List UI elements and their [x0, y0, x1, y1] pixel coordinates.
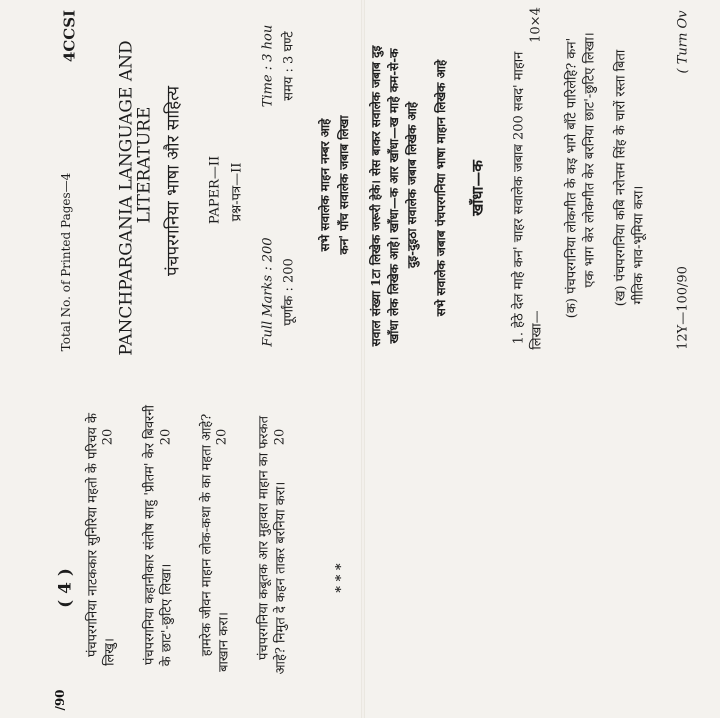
paper-number-hindi: प्रश्न-पत्र—II	[229, 162, 245, 222]
title-hindi: पंचपरगनिया भाषा और साहित्य	[163, 86, 184, 276]
left-question-2-line2: के छाट'-छुटिए लिखा।	[159, 563, 175, 667]
section-heading: खाँधा—क	[468, 160, 487, 216]
left-question-3-line2: बाखान करा।	[216, 612, 232, 672]
page-fold	[361, 0, 365, 718]
question-1b-line1: (ख) पंचपरगनिया कबि नरोत्तम सिंह के चारों रस्ता बिता	[613, 49, 629, 307]
printed-pages-count: Total No. of Printed Pages—4	[59, 172, 73, 352]
left-question-4-line2: आहे? निमुत दे कहन ताकर बरनिया करा।	[273, 481, 289, 675]
full-marks-hindi: पूर्णांक : 200	[281, 258, 297, 326]
left-page-number: ( 4 )	[55, 568, 76, 608]
question-1a-line2: एक भाग केर लोकगीत केर बरनिया छाट'-छुटिए लिखा।	[582, 32, 598, 288]
instruction-marks: सभे सवालेक माहन नम्बर आहे	[318, 118, 332, 252]
left-question-1-marks: 20	[100, 428, 116, 446]
paper-number: PAPER—II	[207, 155, 223, 225]
instruction-five-questions: कन' पाँच सवालेक जबाब लिखा	[337, 115, 351, 255]
left-question-1-line2: लिखु।	[102, 638, 118, 666]
full-marks: Full Marks : 200	[260, 237, 276, 347]
question-1-line1: 1. हेठे देल माहे कन' चाहर सवालेक जबाब 200 सबद' माहान	[511, 51, 527, 345]
turn-over-note: ( Turn Ov	[675, 10, 691, 74]
exam-code: 4CCSI	[60, 9, 79, 63]
left-question-3-marks: 20	[214, 428, 230, 446]
question-1b-line2: गीतिक भाव-भूमिया करा।	[631, 185, 647, 305]
title-line-2: LITERATURE	[134, 106, 155, 224]
left-question-4-marks: 20	[272, 428, 288, 446]
left-question-4-line1: पंचपरगनिया कबूतक आर मुहावरा माहान का फरकत	[256, 415, 272, 661]
question-1-marks: 10×4	[528, 7, 544, 43]
left-end-stars: * * *	[333, 563, 349, 593]
title-line-1: PANCHPARGANIA LANGUAGE AND	[116, 40, 137, 356]
left-question-2-marks: 20	[158, 428, 174, 446]
left-question-3-line1: हामरेक जीवन माहान लोक-कथा के का महता आहे?	[199, 413, 215, 657]
question-1a-line1: (क) पंचपरगनिया लोकगीत के कइ भागे बाँटे पारिलेहि? कन'	[564, 37, 580, 319]
footer-code: 12Y—100/90	[675, 266, 691, 350]
left-question-2-line1: पंचपरगनिया कहानीकार संतोष साहु 'प्रीतम' केर बिवरनी	[142, 405, 158, 665]
question-1-line2: लिखा—	[529, 310, 545, 350]
instruction-line-3: सवाल संख्या 1टा लिखेक जरूरी हेके। सेस बाकर सवालेक जबाब दुइ	[369, 45, 383, 347]
instruction-language: सभे सवालेक जबाब पंचपरगनिया भाषा माहान लिखेक आहे	[434, 59, 448, 317]
left-footer-fragment: /90	[53, 689, 67, 711]
time-allowed: Time : 3 hou	[260, 24, 276, 108]
instruction-line-4: खाँधा लेक लिखेक आहे। खाँधा—क आर खाँधा—ख माहे कम-से-क	[387, 48, 401, 344]
instruction-line-5: दुइ-दुइठा सवालेक जबाब लिखेक आहे	[405, 101, 419, 269]
left-question-1-line1: पंचपरगनिया नाटककार सुनिरिया महतो के परिचय के	[85, 413, 101, 657]
time-allowed-hindi: समय : 3 घण्टे	[281, 31, 297, 101]
